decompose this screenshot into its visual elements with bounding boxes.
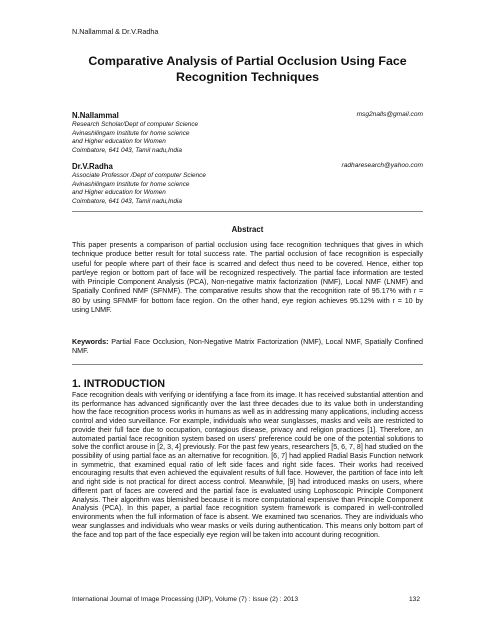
- abstract-heading: Abstract: [231, 225, 264, 234]
- running-head: N.Nallammal & Dr.V.Radha: [72, 27, 159, 36]
- author-2-email[interactable]: radharesearch@yahoo.com: [341, 162, 423, 169]
- paper-title: [60, 53, 435, 85]
- page-number: 132: [409, 596, 421, 603]
- author-2-affiliation-line: and Higher education for Women: [72, 189, 166, 197]
- author-1-affiliation-line: Research Scholar/Dept of computer Science: [72, 121, 199, 128]
- intro-heading: 1. INTRODUCTION: [72, 378, 165, 390]
- author-2-affiliation-line: Associate Professor /Dept of computer Science: [72, 172, 206, 179]
- intro-body: Face recognition deals with verifying or identifying a face from its image. It has received substantial attention and its performance has advanced significantly over the last three decades due to its value both in understanding how the face recognition process works in humans as well as in addressing many applications, including access control and video surveillance. For example, individuals who wear sunglasses, masks and veils are restricted to provide their full face due to occupation, contagious disease, privacy and religion practices [1]. Therefore, an automated partial face recognition system based on users' preference could be one of the potential solutions to solve the conflict arouse in [2, 3, 4] previously. For the past few years, researchers [5, 6, 7, 8] had studied on the possibility of using partial face as an alternative for recognition. [6, 7] had applied Radial Basis Function network in symmetric, that examined equal ratio of left side faces and right side faces. Their works had received encouraging results that even achieved the equivalent results of full face. However, the partition of face into left and right side is not practical for direct access control. Meanwhile, [9] had introduced masks on users, where different part of faces are covered and the partial face is evaluated using Lophoscopic Principle Component Analysis. Their algorithm was blemished because it is more computational expensive than Principle Component Analysis (PCA). In this paper, a partial face recognition system framework is compared in well-controlled environments when the full information of face is absent. We examined two scenarios. They are individuals who wear sunglasses and individuals who wear masks or veils during authentication. This means only bottom part of the face and top part of the face especially eye region will be taken into account during recognition.: [72, 392, 423, 539]
- keywords: [72, 338, 423, 357]
- author-1-affiliation-line: Coimbatore, 641 043, Tamil nadu,India: [72, 146, 182, 154]
- author-2-affiliation-line: Avinashilingam Institute for home science: [72, 180, 190, 188]
- author-2-affiliation-line: Coimbatore, 641 043, Tamil nadu,India: [72, 197, 182, 205]
- top-divider: [72, 211, 423, 212]
- keywords-divider: [72, 364, 423, 365]
- title-line-2: Recognition Techniques: [176, 70, 319, 84]
- author-block-1: [72, 111, 423, 155]
- author-1-email[interactable]: msg2nalls@gmail.com: [356, 111, 423, 118]
- author-1-name: N.Nallammal: [72, 111, 119, 120]
- author-2-name: Dr.V.Radha: [72, 162, 113, 171]
- author-1-affiliation-line: and Higher education for Women: [72, 138, 166, 146]
- author-block-2: [72, 162, 423, 206]
- footer-journal: International Journal of Image Processing (IJIP), Volume (7) : Issue (2) : 2013: [72, 596, 299, 603]
- keywords-text: Partial Face Occlusion, Non-Negative Matrix Factorization (NMF), Local NMF, Spatially Confined NMF.: [72, 338, 423, 356]
- keywords-label: Keywords:: [72, 338, 109, 346]
- title-line-1: Comparative Analysis of Partial Occlusion Using Face: [88, 54, 407, 68]
- abstract-body: This paper presents a comparison of partial occlusion using face recognition techniques that gives in which technique produce better result for total success rate. The partial occlusion of face recognition is especially useful for people where part of their face is scarred and defect thus need to be covered. Hence, either top part/eye region or bottom part of face will be recognized respectively. The partial face information are tested with Principle Component Analysis (PCA), Non-negative matrix factorization (NMF), Local NMF (LNMF) and Spatially Confined NMF (SFNMF). The comparative results show that the recognition rate of 95.17% with r = 80 by using SFNMF for bottom face region. On the other hand, eye region achieves 95.12% with r = 10 by using LNMF.: [72, 241, 423, 315]
- author-1-affiliation-line: Avinashilingam Institute for home science: [72, 129, 190, 137]
